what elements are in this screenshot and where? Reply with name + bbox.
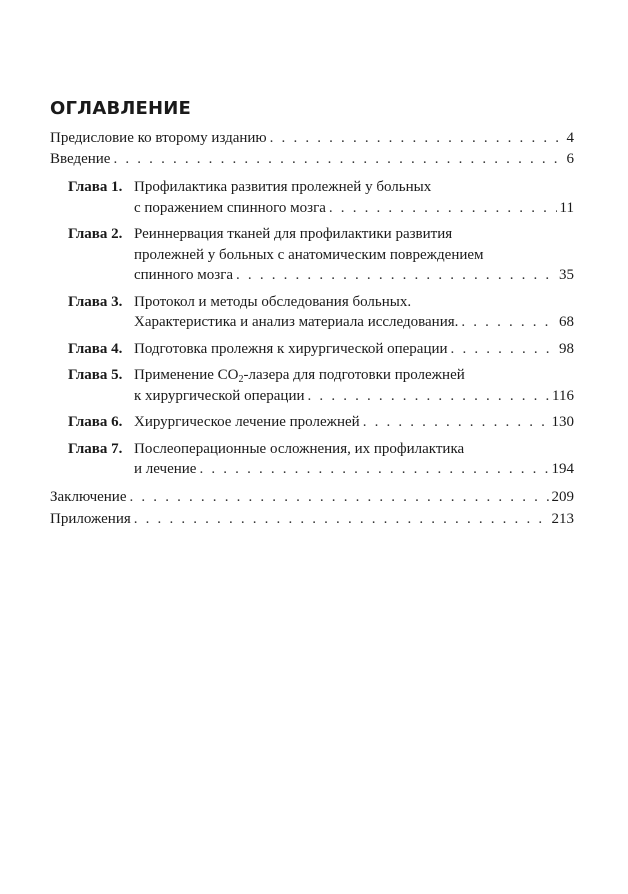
subscript-2: 2 [238,374,244,385]
chapter-label: Глава 4. [68,340,123,357]
toc-entry-introduction[interactable] [50,149,574,170]
toc-page-number: 4 [566,130,574,146]
chapter-label: Глава 2. [68,226,123,242]
dot-leader [270,128,564,149]
toc-entry-text [134,365,574,386]
toc-entry-chapter-3[interactable] [50,292,574,333]
dot-leader [363,412,549,433]
dot-leader [461,312,556,333]
toc-entry-chapter-2[interactable] [50,224,574,286]
toc-page-number: 98 [559,340,574,357]
dot-leader [329,198,557,219]
dot-leader [113,149,563,170]
toc-entry-text: Профилактика развития пролежней у больных [134,179,432,195]
toc-entry-text: Реиннервация тканей для профилактики развития [134,226,453,242]
toc-entry-text: Характеристика и анализ материала исследования. [134,314,459,330]
toc-page-number: 116 [552,387,574,404]
toc-entry-text: Хирургическое лечение пролежней [134,414,360,430]
toc-entry-text: Введение [50,150,111,167]
toc-title: ОГЛАВЛЕНИЕ [50,98,192,119]
toc-page-number: 35 [559,267,574,283]
toc-entry-text: Протокол и методы обследования больных. [134,293,412,310]
toc-entry-text: пролежней у больных с анатомическим повреждением [134,246,484,263]
toc-entry-text: Послеоперационные осложнения, их профилактика [134,440,465,457]
toc-entry-chapter-7[interactable] [50,439,574,480]
toc-page-number: 130 [551,414,574,430]
toc-text-part: -лазера для подготовки пролежней [243,367,465,383]
toc-entry-chapter-5[interactable] [50,365,574,406]
toc-page-number: 209 [551,488,574,505]
toc-page-number: 213 [551,511,574,527]
toc-page-number: 11 [559,199,574,216]
toc-entry-text: Заключение [50,488,127,505]
toc-entry-chapter-1[interactable] [50,177,574,218]
toc-entry-text: Предисловие ко второму изданию [50,130,267,146]
chapter-label: Глава 6. [68,414,123,430]
toc-text-part: Применение CO [134,367,239,383]
toc-entry-appendices[interactable] [50,509,574,530]
toc-entry-chapter-4[interactable] [50,339,574,360]
toc-page-number: 194 [551,461,574,477]
toc-page-number: 6 [566,150,574,167]
toc-entry-preface[interactable] [50,128,574,149]
toc-entry-text: Подготовка пролежня к хирургической операции [134,340,448,357]
dot-leader [134,509,549,530]
table-of-contents [50,128,574,530]
toc-entry-text: к хирургической операции [134,387,305,404]
toc-entry-text: Приложения [50,511,131,527]
toc-entry-conclusion[interactable] [50,487,574,508]
toc-page-number: 68 [559,314,574,330]
toc-entry-chapter-6[interactable] [50,412,574,433]
toc-entry-text: и лечение [134,461,197,477]
chapter-label: Глава 1. [68,179,123,195]
chapter-label: Глава 3. [68,293,123,310]
dot-leader [451,339,556,360]
dot-leader [236,265,556,286]
toc-entry-text: спинного мозга [134,267,234,283]
toc-entry-text: с поражением спинного мозга [134,199,326,216]
dot-leader [199,459,548,480]
chapter-label: Глава 5. [68,367,123,383]
dot-leader [308,386,550,407]
dot-leader [130,487,549,508]
chapter-label: Глава 7. [68,440,123,457]
